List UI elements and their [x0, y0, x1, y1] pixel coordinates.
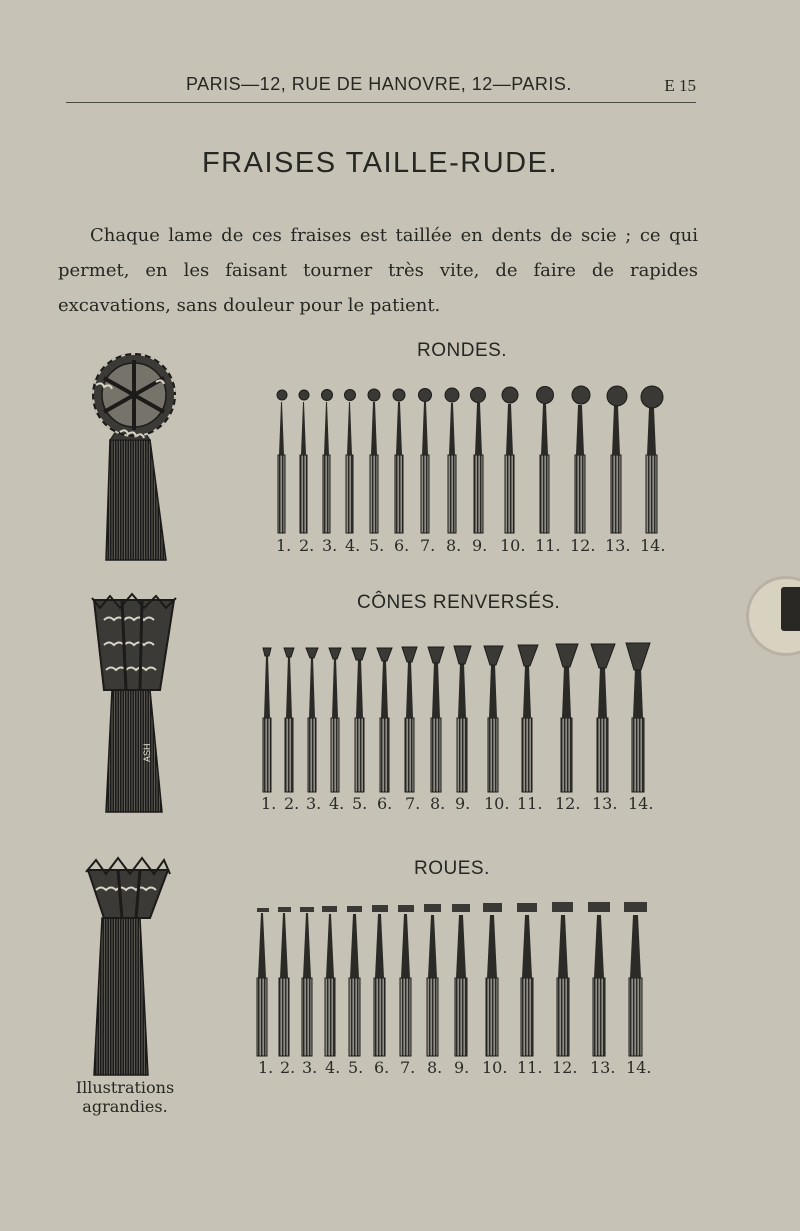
caption-line-1: Illustrations	[75, 1078, 175, 1097]
bur-number: 11.	[535, 536, 561, 555]
wheel-bur-4	[322, 906, 337, 1056]
wheel-bur-2	[278, 907, 291, 1056]
bur-number: 6.	[394, 536, 410, 555]
round-bur-9	[471, 388, 486, 534]
round-bur-1	[277, 390, 287, 533]
bur-number: 6.	[377, 794, 393, 813]
enlarged-round-bur	[93, 354, 175, 560]
intro-paragraph: Chaque lame de ces fraises est taillée en dents de scie ; ce qui permet, en les faisant tourner très vite, de faire de rapides excavations, sans douleur pour le patient.	[58, 225, 698, 316]
ash-mark: ASH	[142, 743, 152, 762]
bur-number: 3.	[322, 536, 338, 555]
round-bur-7	[419, 389, 432, 534]
bur-number: 14.	[628, 794, 654, 813]
bur-number: 11.	[517, 1058, 543, 1077]
enlarged-caption	[70, 1078, 180, 1116]
section-title-roues: ROUES.	[414, 858, 490, 879]
wheel-bur-7	[398, 905, 414, 1056]
bur-number: 2.	[284, 794, 300, 813]
bur-number: 5.	[352, 794, 368, 813]
bur-number: 11.	[517, 794, 543, 813]
round-bur-11	[537, 387, 554, 534]
section-title-rondes: RONDES.	[417, 340, 508, 361]
bur-number: 8.	[446, 536, 462, 555]
bur-number: 12.	[552, 1058, 578, 1077]
wheel-bur-3	[300, 907, 314, 1056]
round-bur-6	[393, 389, 405, 533]
wheel-bur-14	[624, 902, 647, 1056]
header-address: PARIS—12, RUE DE HANOVRE, 12—PARIS.	[186, 74, 572, 94]
bur-number: 10.	[482, 1058, 508, 1077]
wheel-bur-1	[257, 908, 269, 1056]
bur-number: 12.	[555, 794, 581, 813]
bur-number: 1.	[258, 1058, 274, 1077]
cone-bur-6	[377, 648, 392, 792]
bur-number: 4.	[345, 536, 361, 555]
wheel-bur-6	[372, 905, 388, 1056]
bur-number: 12.	[570, 536, 596, 555]
round-bur-13	[607, 386, 627, 533]
caption-line-2: agrandies.	[82, 1097, 168, 1116]
bur-number: 14.	[640, 536, 666, 555]
bur-number: 4.	[329, 794, 345, 813]
bur-number: 14.	[626, 1058, 652, 1077]
bur-number: 13.	[592, 794, 618, 813]
cone-bur-8	[428, 647, 444, 792]
bur-number: 8.	[427, 1058, 443, 1077]
cone-bur-14	[626, 643, 650, 792]
bur-number: 3.	[306, 794, 322, 813]
wheel-bur-13	[588, 902, 610, 1056]
bur-number: 5.	[369, 536, 385, 555]
page-title: FRAISES TAILLE-RUDE.	[201, 147, 559, 179]
bur-number: 7.	[420, 536, 436, 555]
section-title-cones: CÔNES RENVERSÉS.	[357, 592, 561, 613]
cone-bur-12	[556, 644, 578, 792]
wheel-bur-11	[517, 903, 537, 1056]
cone-bur-10	[484, 646, 503, 792]
round-bur-8	[445, 388, 459, 533]
cone-burs-row	[263, 643, 650, 792]
bur-number: 2.	[299, 536, 315, 555]
bur-number: 7.	[405, 794, 421, 813]
sticker-label	[781, 587, 800, 631]
round-burs-row	[277, 386, 663, 533]
wheel-bur-5	[347, 906, 362, 1056]
bur-number: 10.	[484, 794, 510, 813]
bur-number: 7.	[400, 1058, 416, 1077]
cone-bur-3	[306, 648, 318, 792]
bur-number: 13.	[605, 536, 631, 555]
bur-number: 4.	[325, 1058, 341, 1077]
cone-bur-5	[352, 648, 366, 792]
bur-number: 9.	[454, 1058, 470, 1077]
round-bur-14	[641, 386, 663, 533]
round-bur-3	[322, 390, 333, 534]
cone-bur-1	[263, 648, 271, 792]
wheel-bur-8	[424, 904, 441, 1056]
cone-bur-4	[329, 648, 341, 792]
bur-number: 9.	[472, 536, 488, 555]
bur-number: 10.	[500, 536, 526, 555]
bur-number: 1.	[261, 794, 277, 813]
round-bur-5	[368, 389, 380, 533]
bur-number: 2.	[280, 1058, 296, 1077]
round-bur-4	[345, 390, 356, 534]
cone-bur-7	[402, 647, 417, 792]
bur-number: 6.	[374, 1058, 390, 1077]
enlarged-wheel-bur	[86, 858, 170, 1075]
wheel-bur-10	[483, 903, 502, 1056]
cone-bur-11	[518, 645, 538, 792]
wheel-bur-12	[552, 902, 573, 1056]
cone-bur-9	[454, 646, 471, 792]
wheel-bur-9	[452, 904, 470, 1056]
bur-number: 13.	[590, 1058, 616, 1077]
wheel-burs-row	[257, 902, 647, 1056]
header-page-ref: E 15	[664, 76, 696, 95]
bur-number: 3.	[302, 1058, 318, 1077]
bur-number: 8.	[430, 794, 446, 813]
bur-number: 9.	[455, 794, 471, 813]
bur-number: 5.	[348, 1058, 364, 1077]
cone-bur-2	[284, 648, 294, 792]
round-bur-12	[572, 386, 590, 533]
round-bur-10	[502, 387, 518, 533]
round-bur-2	[299, 390, 309, 533]
cone-bur-13	[591, 644, 615, 792]
bur-number: 1.	[276, 536, 292, 555]
enlarged-cone-bur	[92, 594, 176, 812]
